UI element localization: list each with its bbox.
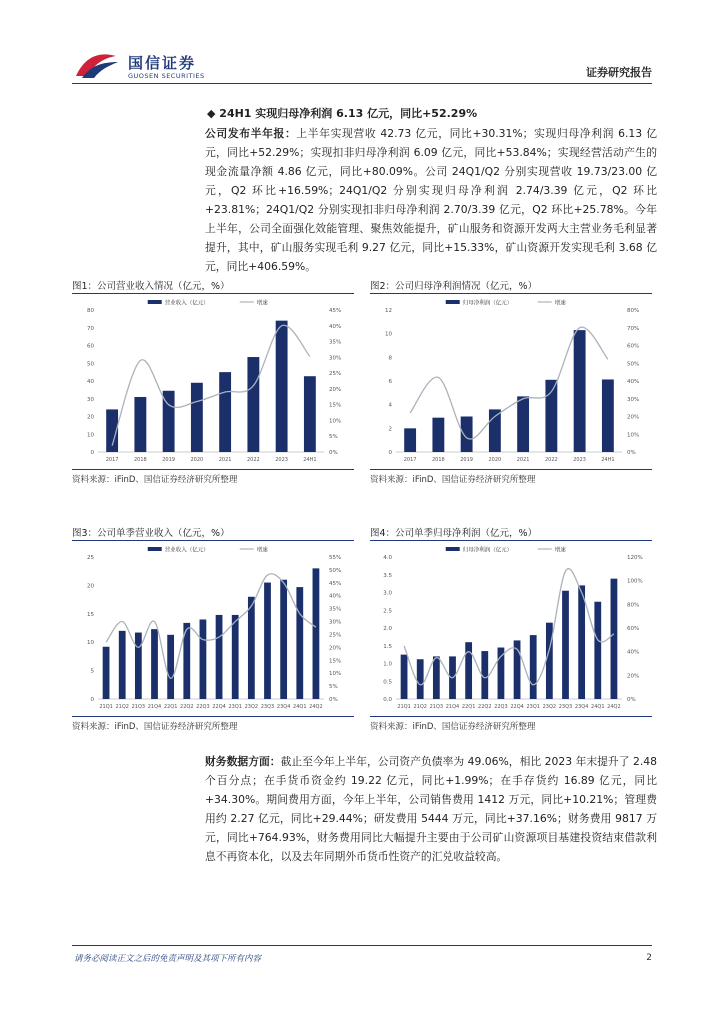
legend-line-label: 增速: [256, 300, 268, 307]
right-tick-label: 30%: [329, 355, 342, 362]
x-tick-label: 2019: [162, 457, 175, 463]
chart-3-title-rule: [72, 540, 354, 541]
chart-2-title: 图2：公司归母净利润情况（亿元，%）: [370, 281, 538, 292]
chart-2-source-rule: [370, 469, 652, 470]
x-tick-label: 2017: [403, 457, 417, 463]
x-tick-label: 23Q4: [276, 704, 291, 710]
bar-2018: [432, 418, 444, 452]
right-tick-label: 10%: [329, 418, 342, 425]
legend-bar-label: 营业收入（亿元）: [164, 300, 209, 307]
x-tick-label: 2022: [247, 457, 260, 463]
paragraph-body: 截止至今年上半年，公司资产负债率为 49.06%，相比 2023 年末提升了 2.48 个百分点；在手货币资金约 19.22 亿元，同比+1.99%；在手存货约 16.89 亿元，同比+34.30%。期间费用方面，今年上半年，公司销售费用 1412 万元，同比+10.21%；管理费用约 2.27 亿元，同比+29.44%；研发费用 5444 万元，同比+37.16%；财务费用 9817 万元，同比+764.93%，财务费用同比大幅提升主要由于公司矿山资源项目基建投资结束借款利息不再资本化，以及去年同期外币货币性资产的汇兑收益较高。: [205, 755, 657, 863]
right-tick-label: 30%: [329, 619, 342, 626]
revenue-quarterly-chart: [72, 543, 354, 715]
x-tick-label: 21Q1: [397, 704, 411, 710]
bar-22Q4: [216, 615, 223, 699]
paragraph-body: 上半年实现营收 42.73 亿元，同比+30.31%；实现归母净利润 6.13 亿元，同比+52.29%；实现扣非归母净利润 6.09 亿元，同比+53.84%；实现经营活动产生的现金流量净额 4.86 亿元，同比+80.09%。公司 24Q1/Q2 分别实现营收 19.73/23.00 亿元，Q2 环比+16.59%；24Q1/Q2 分别实现归母净利润 2.74/3.39 亿元，Q2 环比+23.81%；24Q1/Q2 分别实现扣非归母净利润 2.70/3.39 亿元，Q2 环比+25.78%。今年上半年，公司全面强化效能管理、聚焦效能提升，矿山服务和资源开发两大主营业务毛利显著提升，其中，矿山服务实现毛利 9.27 亿元，同比+15.33%，矿山资源开发实现毛利 3.68 亿元，同比+406.59%。: [205, 127, 657, 273]
chart-4-title-rule: [370, 540, 652, 541]
x-tick-label: 2017: [105, 457, 119, 463]
bar-2023: [276, 321, 288, 452]
left-tick-label: 25: [87, 555, 94, 561]
left-tick-label: 0.5: [383, 679, 392, 686]
right-tick-label: 0%: [329, 697, 338, 703]
legend-bar-label: 营业收入（亿元）: [164, 547, 209, 554]
right-tick-label: 60%: [627, 343, 640, 350]
chart-1-source: 资料来源：iFinD、国信证券经济研究所整理: [72, 475, 238, 485]
right-tick-label: 5%: [329, 684, 338, 691]
right-tick-label: 40%: [329, 323, 342, 330]
bar-2022: [247, 357, 259, 452]
x-tick-label: 21Q1: [99, 704, 113, 710]
revenue-annual-chart: [72, 296, 354, 468]
x-tick-label: 24Q2: [309, 704, 323, 710]
page-number: 2: [646, 953, 652, 963]
bar-23Q4: [578, 585, 585, 699]
bar-2017: [404, 428, 416, 452]
bar-24Q2: [611, 579, 618, 699]
x-tick-label: 22Q3: [196, 704, 210, 710]
bar-21Q1: [103, 647, 110, 699]
bar-24Q1: [296, 587, 303, 699]
x-tick-label: 22Q2: [180, 704, 194, 710]
legend-line-label: 增速: [256, 547, 268, 554]
right-tick-label: 20%: [627, 414, 640, 421]
legend-bar-label: 归母净利润（亿元）: [462, 300, 513, 307]
chart-1-title: 图1：公司营业收入情况（亿元，%）: [72, 281, 230, 292]
x-tick-label: 24Q2: [607, 704, 621, 710]
bar-2018: [134, 397, 146, 452]
bar-22Q1: [465, 642, 472, 699]
left-tick-label: 3.5: [383, 572, 392, 579]
x-tick-label: 23Q3: [558, 704, 573, 710]
right-tick-label: 20%: [329, 645, 342, 652]
left-tick-label: 0: [90, 697, 94, 703]
chart-3-title: 图3：公司单季营业收入（亿元，%）: [72, 528, 230, 539]
x-tick-label: 21Q4: [147, 704, 162, 710]
right-tick-label: 0%: [627, 450, 636, 456]
right-tick-label: 20%: [627, 673, 640, 680]
net-profit-quarterly-chart: [370, 543, 652, 715]
bar-23Q1: [232, 615, 239, 699]
chart-3-source: 资料来源：iFinD、国信证券经济研究所整理: [72, 722, 238, 732]
paragraph-lead: 财务数据方面：: [205, 755, 281, 768]
chart-2-title-rule: [370, 293, 652, 294]
left-tick-label: 12: [385, 308, 392, 314]
left-tick-label: 2.0: [383, 626, 392, 632]
right-tick-label: 40%: [329, 593, 342, 600]
x-tick-label: 23Q4: [574, 704, 589, 710]
right-tick-label: 10%: [329, 671, 342, 678]
right-tick-label: 5%: [329, 434, 338, 441]
bar-23Q1: [530, 635, 537, 699]
right-tick-label: 15%: [329, 402, 342, 409]
x-tick-label: 22Q1: [461, 704, 476, 710]
right-tick-label: 50%: [627, 361, 640, 368]
left-tick-label: 40: [87, 379, 94, 385]
right-tick-label: 120%: [627, 555, 643, 561]
left-tick-label: 4.0: [383, 555, 392, 561]
x-tick-label: 22Q1: [163, 704, 178, 710]
guosen-logo-icon: [72, 50, 122, 80]
bar-24Q1: [594, 602, 601, 699]
section-heading: ◆ 24H1 实现归母净利润 6.13 亿元，同比+52.29%: [207, 107, 478, 120]
left-tick-label: 4: [388, 402, 392, 409]
right-tick-label: 35%: [329, 339, 342, 346]
chart-4-source: 资料来源：iFinD、国信证券经济研究所整理: [370, 722, 536, 732]
x-tick-label: 2019: [460, 457, 473, 463]
bar-21Q2: [417, 659, 424, 699]
legend-bar-label: 归母净利润（亿元）: [462, 547, 513, 554]
legend-bar-swatch: [446, 547, 460, 551]
x-tick-label: 24H1: [601, 457, 615, 463]
bar-2021: [517, 396, 529, 452]
paragraph-lead: 公司发布半年报：: [205, 127, 297, 140]
right-tick-label: 80%: [627, 308, 640, 314]
x-tick-label: 23Q2: [542, 704, 557, 710]
company-logo-english: GUOSEN SECURITIES: [128, 72, 205, 80]
bar-24Q2: [313, 568, 320, 699]
paragraph-earnings: [205, 124, 657, 276]
right-tick-label: 70%: [627, 325, 640, 332]
right-tick-label: 0%: [329, 450, 338, 456]
right-tick-label: 25%: [329, 632, 342, 639]
disclaimer-text: 请务必阅读正文之后的免责声明及其项下所有内容: [74, 954, 262, 964]
left-tick-label: 30: [87, 396, 94, 403]
x-tick-label: 23Q3: [260, 704, 275, 710]
x-tick-label: 22Q4: [510, 704, 524, 710]
x-tick-label: 21Q4: [445, 704, 460, 710]
right-tick-label: 100%: [627, 578, 643, 585]
left-tick-label: 6: [388, 379, 392, 385]
left-tick-label: 15: [87, 611, 94, 618]
bar-21Q3: [433, 656, 440, 699]
left-tick-label: 20: [87, 414, 94, 421]
x-tick-label: 2021: [516, 457, 530, 463]
footer-divider: [72, 945, 652, 946]
company-logo-text: 国信证券: [128, 54, 197, 72]
left-tick-label: 5: [90, 668, 94, 675]
legend-bar-swatch: [148, 547, 162, 551]
right-tick-label: 45%: [329, 308, 342, 314]
right-tick-label: 40%: [627, 649, 640, 656]
bar-22Q3: [200, 619, 207, 699]
bar-2020: [191, 383, 203, 452]
bar-21Q3: [135, 633, 142, 699]
left-tick-label: 2.5: [383, 608, 392, 615]
x-tick-label: 2018: [134, 457, 147, 463]
net-profit-annual-chart: [370, 296, 652, 468]
x-tick-label: 21Q2: [413, 704, 427, 710]
legend-line-label: 增速: [554, 547, 566, 554]
right-tick-label: 10%: [627, 432, 640, 439]
bar-22Q3: [498, 648, 505, 699]
left-tick-label: 0: [388, 450, 392, 456]
left-tick-label: 20: [87, 583, 94, 590]
right-tick-label: 80%: [627, 602, 640, 609]
right-tick-label: 45%: [329, 580, 342, 587]
bar-22Q1: [167, 635, 174, 699]
left-tick-label: 10: [87, 640, 94, 647]
x-tick-label: 2020: [190, 457, 204, 463]
bar-23Q3: [264, 583, 271, 699]
left-tick-label: 10: [87, 432, 94, 439]
left-tick-label: 70: [87, 325, 94, 332]
x-tick-label: 24Q1: [591, 704, 605, 710]
x-tick-label: 2020: [488, 457, 502, 463]
left-tick-label: 60: [87, 343, 94, 350]
paragraph-financials: [205, 752, 657, 866]
x-tick-label: 23Q1: [526, 704, 540, 710]
left-tick-label: 8: [388, 355, 392, 362]
left-tick-label: 0.0: [383, 697, 392, 703]
x-tick-label: 22Q2: [478, 704, 492, 710]
x-tick-label: 21Q3: [429, 704, 444, 710]
chart-3-source-rule: [72, 716, 354, 717]
legend-line-label: 增速: [554, 300, 566, 307]
chart-4-source-rule: [370, 716, 652, 717]
bar-23Q3: [562, 591, 569, 699]
bar-21Q4: [151, 629, 158, 699]
right-tick-label: 0%: [627, 697, 636, 703]
x-tick-label: 2023: [573, 457, 586, 463]
x-tick-label: 2023: [275, 457, 288, 463]
bar-23Q2: [248, 597, 255, 699]
right-tick-label: 30%: [627, 396, 640, 403]
right-tick-label: 35%: [329, 606, 342, 613]
x-tick-label: 23Q2: [244, 704, 259, 710]
chart-4-title: 图4：公司单季归母净利润（亿元，%）: [370, 528, 538, 539]
bar-21Q1: [401, 655, 408, 699]
x-tick-label: 24H1: [303, 457, 317, 463]
bar-2019: [461, 417, 473, 453]
x-tick-label: 22Q4: [212, 704, 226, 710]
bar-23Q2: [546, 623, 553, 699]
right-tick-label: 15%: [329, 658, 342, 665]
bar-2021: [219, 372, 231, 452]
legend-bar-swatch: [148, 300, 162, 304]
bar-21Q2: [119, 631, 126, 699]
bar-24H1: [304, 376, 316, 452]
right-tick-label: 55%: [329, 555, 342, 561]
bar-2023: [574, 330, 586, 452]
right-tick-label: 20%: [329, 386, 342, 393]
right-tick-label: 60%: [627, 626, 640, 632]
chart-2-source: 资料来源：iFinD、国信证券经济研究所整理: [370, 475, 536, 485]
x-tick-label: 2021: [218, 457, 232, 463]
left-tick-label: 3.0: [383, 590, 392, 597]
left-tick-label: 2: [388, 426, 392, 433]
x-tick-label: 23Q1: [228, 704, 242, 710]
chart-1-title-rule: [72, 293, 354, 294]
x-tick-label: 2018: [432, 457, 445, 463]
right-tick-label: 25%: [329, 371, 342, 378]
x-tick-label: 21Q3: [131, 704, 146, 710]
left-tick-label: 1.0: [383, 661, 392, 668]
left-tick-label: 0: [90, 450, 94, 456]
bar-24H1: [602, 379, 614, 452]
left-tick-label: 10: [385, 331, 392, 338]
left-tick-label: 50: [87, 361, 94, 368]
header-divider: [72, 83, 652, 84]
left-tick-label: 80: [87, 308, 94, 314]
x-tick-label: 24Q1: [293, 704, 307, 710]
x-tick-label: 22Q3: [494, 704, 508, 710]
bar-23Q4: [280, 580, 287, 699]
right-tick-label: 50%: [329, 567, 342, 574]
legend-bar-swatch: [446, 300, 460, 304]
right-tick-label: 40%: [627, 379, 640, 385]
chart-1-source-rule: [72, 469, 354, 470]
report-type-label: 证券研究报告: [586, 66, 652, 79]
x-tick-label: 21Q2: [115, 704, 129, 710]
left-tick-label: 1.5: [383, 643, 392, 650]
x-tick-label: 2022: [545, 457, 558, 463]
